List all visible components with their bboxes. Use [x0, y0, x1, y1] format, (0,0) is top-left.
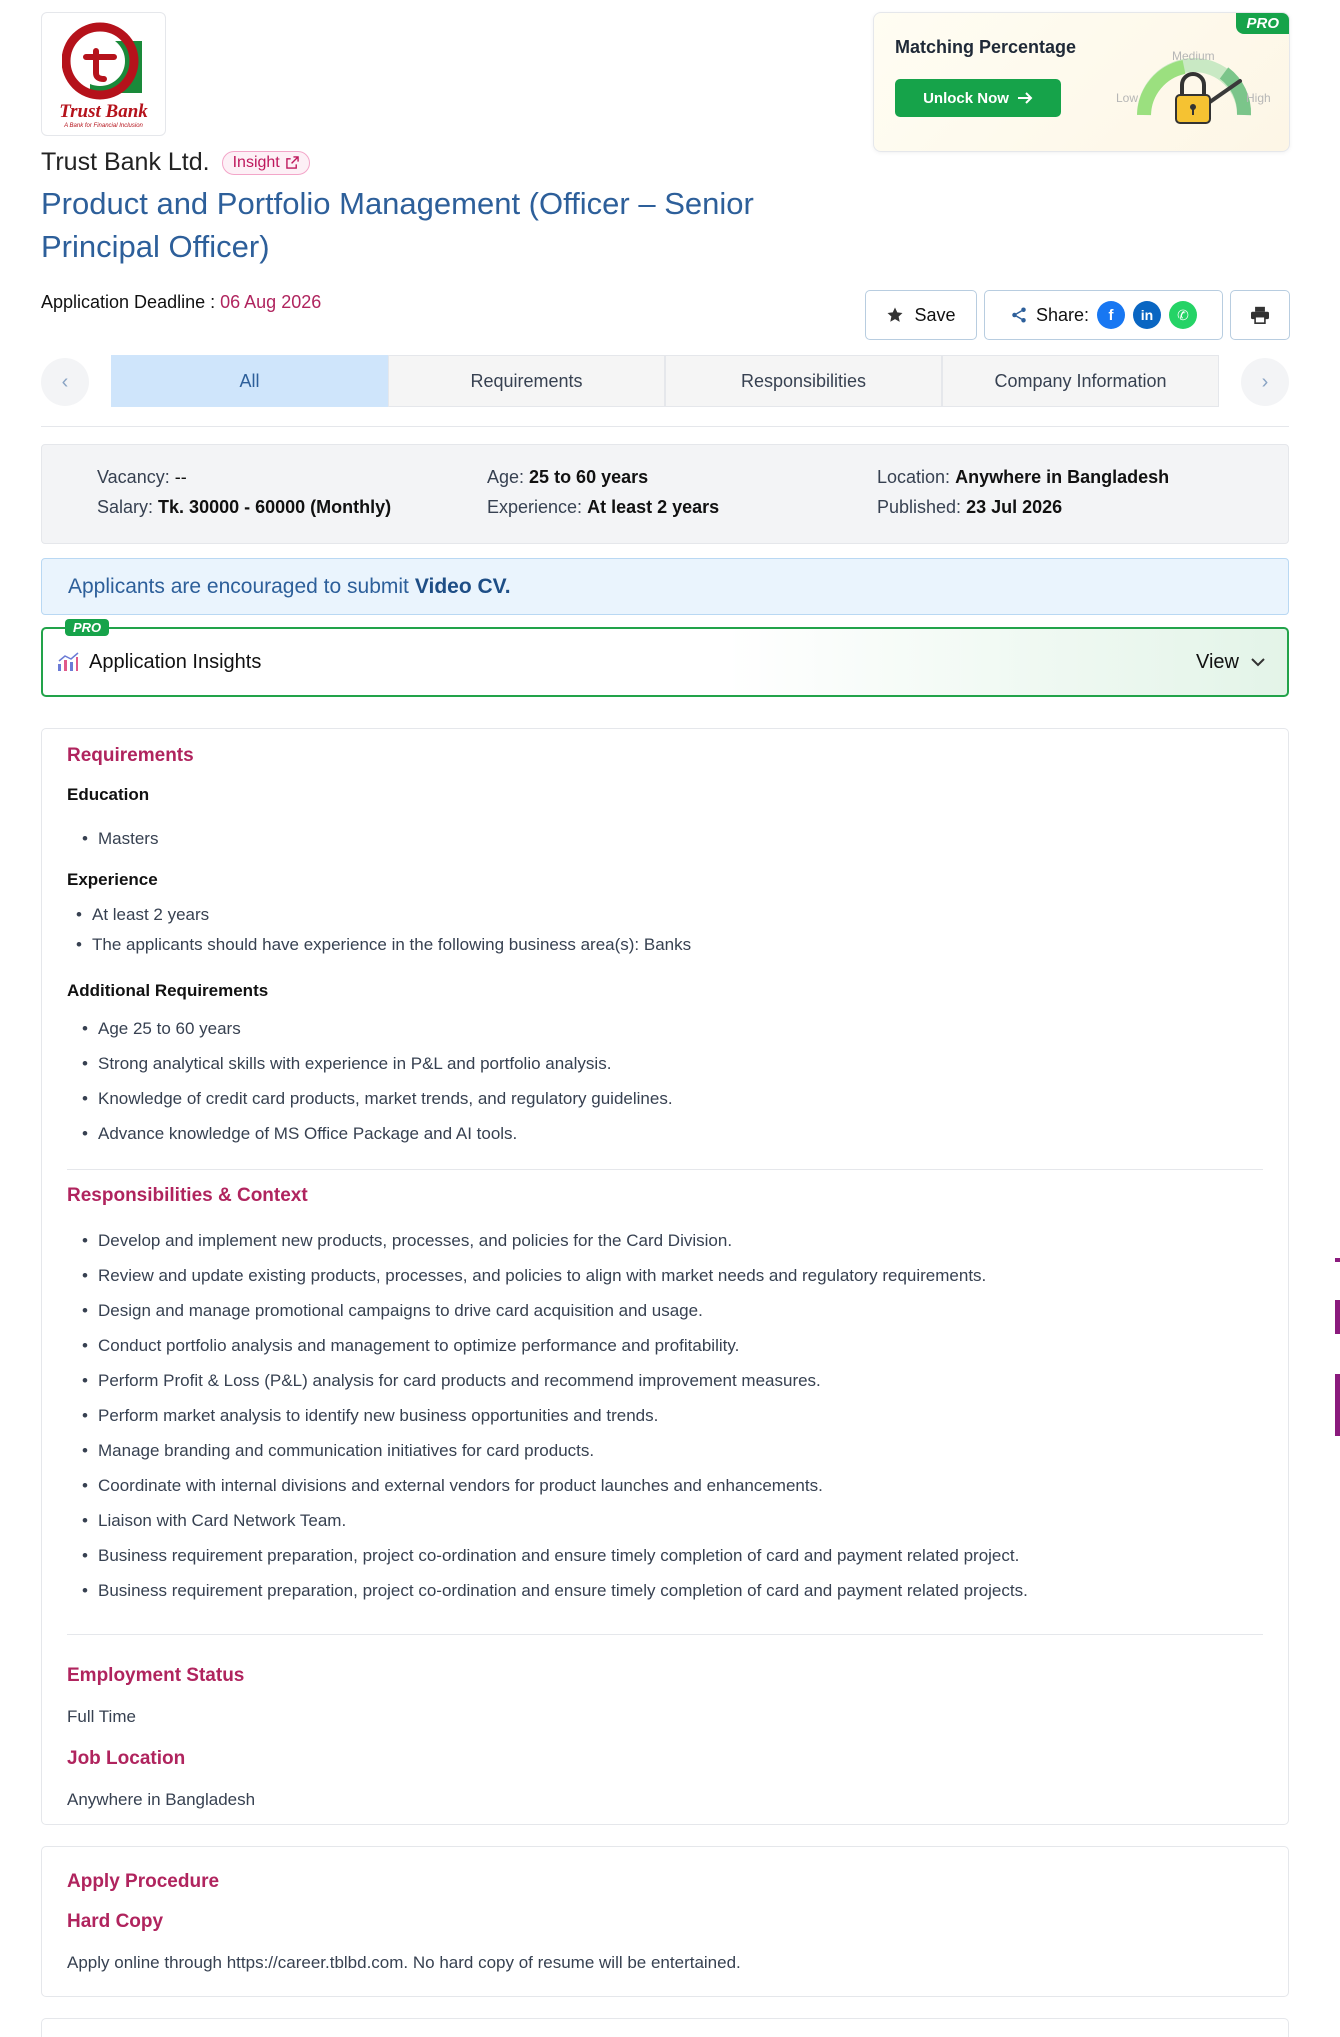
additional-item: • Strong analytical skills with experience in P&L and portfolio analysis.: [98, 1054, 611, 1074]
tab-all[interactable]: All: [111, 355, 388, 407]
logo-tagline: A Bank for Financial Inclusion: [64, 123, 143, 129]
salary: [97, 497, 391, 518]
matching-title: Matching Percentage: [895, 37, 1077, 57]
edge-decoration: [1335, 1374, 1340, 1436]
responsibility-item: • Perform Profit & Loss (P&L) analysis for card products and recommend improvement measures.: [98, 1371, 821, 1391]
insights-title: Application Insights: [89, 650, 262, 673]
tabs-next-button[interactable]: [1241, 358, 1289, 406]
matching-percentage-card: [873, 12, 1290, 152]
arrow-right-icon: [1017, 91, 1033, 105]
video-cv-text: Applicants are encouraged to submit: [68, 574, 409, 598]
experience-label: Experience:: [487, 497, 583, 517]
age: [487, 467, 648, 488]
responsibility-item: • Coordinate with internal divisions and external vendors for product launches and enhancements.: [98, 1476, 823, 1496]
divider: [41, 426, 1289, 427]
responsibility-item: • Review and update existing products, processes, and policies to align with market needs and regulatory requirements.: [98, 1266, 986, 1286]
chart-icon: [57, 652, 79, 672]
linkedin-icon[interactable]: in: [1133, 301, 1161, 329]
section-tabs: [111, 355, 1219, 407]
responsibility-item: • Business requirement preparation, project co-ordination and ensure timely completion of card and payment related project.: [98, 1546, 1019, 1566]
print-button[interactable]: [1230, 290, 1290, 340]
share-icon: [1010, 306, 1028, 324]
apply-procedure-title: Apply Procedure: [67, 1871, 220, 1892]
location-value: Anywhere in Bangladesh: [955, 467, 1170, 487]
age-value: 25 to 60 years: [529, 467, 649, 487]
gauge-low-label: Low: [1116, 91, 1139, 105]
unlock-label: Unlock Now: [923, 89, 1009, 107]
divider: [67, 1169, 1263, 1170]
insights-view-toggle[interactable]: [1196, 651, 1265, 674]
vacancy-value: --: [174, 467, 187, 487]
unlock-now-button[interactable]: [895, 79, 1061, 117]
additional-item: • Advance knowledge of MS Office Package and AI tools.: [98, 1124, 517, 1144]
job-location-title: Job Location: [67, 1748, 186, 1769]
requirements-title: Requirements: [67, 745, 194, 766]
video-cv-notice: [41, 558, 1289, 615]
save-label: Save: [914, 304, 956, 325]
save-button[interactable]: [865, 290, 977, 340]
tab-requirements[interactable]: Requirements: [388, 355, 665, 407]
share-group: [984, 290, 1223, 340]
published: [877, 497, 1062, 518]
experience-item: • At least 2 years: [92, 905, 209, 925]
job-details-card: [41, 728, 1289, 1825]
chevron-down-icon: [1251, 658, 1265, 667]
responsibility-item: • Business requirement preparation, project co-ordination and ensure timely completion of card and payment related projects.: [98, 1581, 1028, 1601]
responsibility-item: • Design and manage promotional campaigns to drive card acquisition and usage.: [98, 1301, 703, 1321]
print-icon: [1250, 306, 1270, 324]
employment-status-value: Full Time: [67, 1707, 136, 1726]
gauge-high-label: High: [1246, 91, 1271, 105]
edge-decoration: [1335, 1300, 1340, 1334]
age-label: Age:: [487, 467, 525, 487]
company-logo[interactable]: [41, 12, 166, 136]
view-label: View: [1196, 650, 1239, 673]
insights-title-group: [57, 651, 261, 674]
external-link-icon: [286, 156, 299, 169]
company-row: [41, 148, 310, 177]
pro-badge: PRO: [65, 619, 109, 636]
facebook-icon[interactable]: f: [1097, 301, 1125, 329]
apply-instructions: Apply online through https://career.tblbd.com. No hard copy of resume will be entertained.: [67, 1953, 741, 1972]
location: [877, 467, 1169, 488]
additional-item: • Knowledge of credit card products, market trends, and regulatory guidelines.: [98, 1089, 673, 1109]
gauge-medium-label: Medium: [1172, 49, 1215, 63]
responsibility-item: • Manage branding and communication initiatives for card products.: [98, 1441, 594, 1461]
experience-title: Experience: [67, 870, 158, 889]
education-item: • Masters: [98, 829, 158, 849]
salary-value: Tk. 30000 - 60000 (Monthly): [158, 497, 392, 517]
divider: [67, 1634, 1263, 1635]
edge-decoration: [1335, 1258, 1340, 1262]
next-section-card: [41, 2018, 1289, 2037]
application-insights-bar[interactable]: [41, 620, 1289, 697]
star-icon: [886, 306, 904, 324]
insight-badge[interactable]: [222, 151, 310, 175]
insight-label: Insight: [232, 153, 280, 171]
responsibility-item: • Conduct portfolio analysis and management to optimize performance and profitability.: [98, 1336, 739, 1356]
salary-label: Salary:: [97, 497, 154, 517]
experience: [487, 497, 719, 518]
application-deadline: [41, 292, 321, 313]
vacancy-label: Vacancy:: [97, 467, 170, 487]
logo-text: Trust Bank: [59, 101, 148, 122]
responsibility-item: • Liaison with Card Network Team.: [98, 1511, 346, 1531]
job-summary: [41, 444, 1289, 544]
matching-gauge: [1114, 35, 1274, 135]
additional-item: • Age 25 to 60 years: [98, 1019, 241, 1039]
responsibility-item: • Perform market analysis to identify new business opportunities and trends.: [98, 1406, 658, 1426]
experience-value: At least 2 years: [587, 497, 720, 517]
chevron-right-icon: ›: [1261, 370, 1269, 393]
responsibility-item: • Develop and implement new products, processes, and policies for the Card Division.: [98, 1231, 732, 1251]
published-label: Published:: [877, 497, 962, 517]
company-name[interactable]: Trust Bank Ltd.: [41, 148, 210, 176]
deadline-label: Application Deadline :: [41, 292, 216, 312]
trust-bank-logo-icon: [62, 21, 146, 103]
whatsapp-icon[interactable]: ✆: [1169, 301, 1197, 329]
tabs-prev-button[interactable]: [41, 358, 89, 406]
vacancy: [97, 467, 187, 488]
experience-item: • The applicants should have experience in the following business area(s): Banks: [92, 935, 691, 955]
video-cv-highlight: Video CV.: [414, 574, 511, 598]
pro-badge: PRO: [1236, 13, 1289, 34]
apply-procedure-card: [41, 1846, 1289, 1997]
education-title: Education: [67, 785, 150, 804]
published-value: 23 Jul 2026: [966, 497, 1063, 517]
hard-copy-title: Hard Copy: [67, 1911, 164, 1932]
share-label: Share:: [1035, 304, 1090, 325]
tab-responsibilities[interactable]: Responsibilities: [665, 355, 942, 407]
additional-requirements-title: Additional Requirements: [67, 981, 269, 1000]
job-title: Product and Portfolio Management (Officer – Senior Principal Officer): [41, 186, 754, 264]
responsibilities-title: Responsibilities & Context: [67, 1185, 308, 1206]
job-location-value: Anywhere in Bangladesh: [67, 1790, 256, 1809]
chevron-left-icon: ‹: [61, 370, 69, 393]
tab-company-information[interactable]: Company Information: [942, 355, 1219, 407]
deadline-date: 06 Aug 2026: [220, 292, 322, 312]
location-label: Location:: [877, 467, 951, 487]
employment-status-title: Employment Status: [67, 1665, 245, 1686]
